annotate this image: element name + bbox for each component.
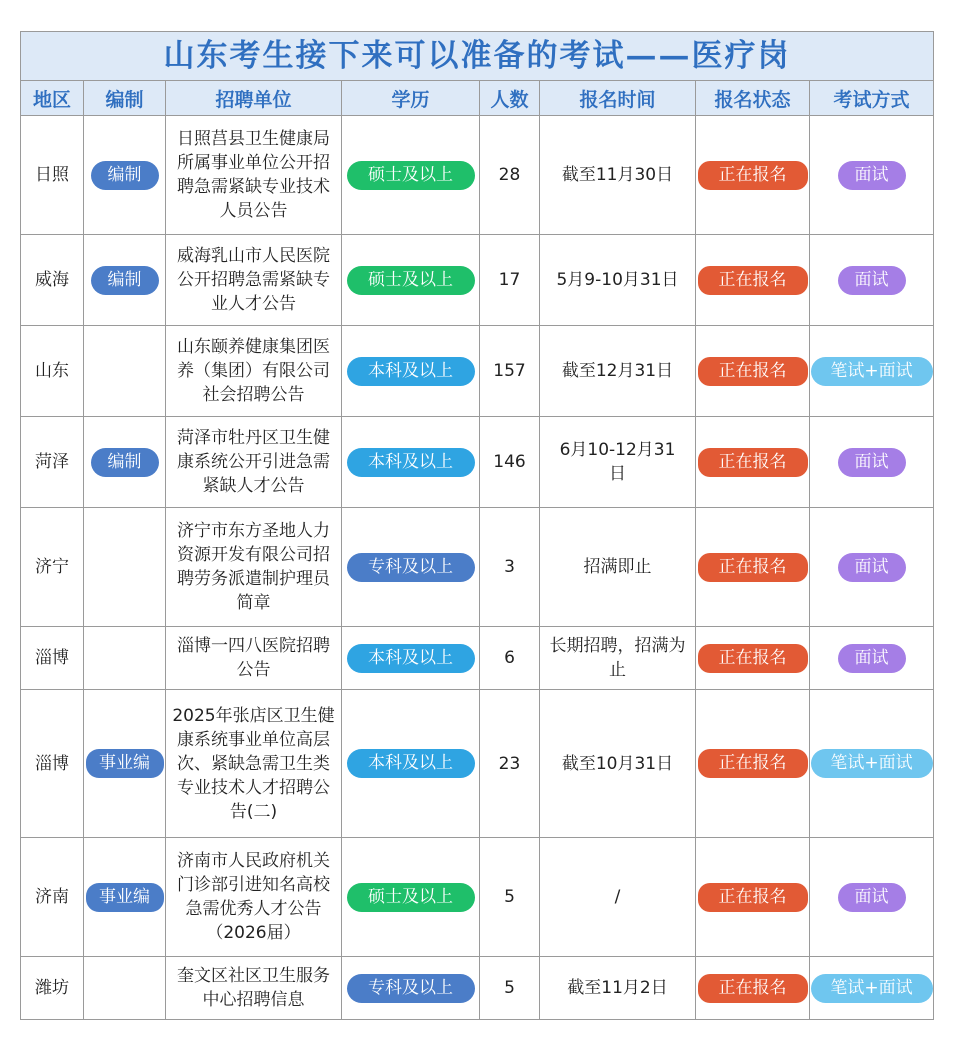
table-row — [21, 957, 934, 1020]
exam-cell — [810, 417, 934, 508]
time-cell: 5月9-10月31日 — [540, 235, 696, 326]
status-badge: 正在报名 — [698, 161, 808, 190]
status-cell — [696, 838, 810, 957]
exam-cell — [810, 838, 934, 957]
table-row — [21, 838, 934, 957]
region-cell: 潍坊 — [21, 957, 84, 1020]
table-row — [21, 417, 934, 508]
education-badge: 专科及以上 — [347, 974, 475, 1003]
bianzhi-cell — [84, 838, 166, 957]
count-cell: 146 — [480, 417, 540, 508]
bianzhi-cell — [84, 690, 166, 838]
unit-cell: 奎文区社区卫生服务中心招聘信息 — [166, 957, 342, 1020]
region-cell: 日照 — [21, 116, 84, 235]
table-row — [21, 116, 934, 235]
education-cell — [342, 957, 480, 1020]
status-cell — [696, 690, 810, 838]
count-cell: 28 — [480, 116, 540, 235]
education-badge: 硕士及以上 — [347, 883, 475, 912]
bianzhi-badge: 编制 — [91, 266, 159, 295]
header-bianzhi: 编制 — [84, 81, 166, 116]
table-row — [21, 627, 934, 690]
region-cell: 淄博 — [21, 690, 84, 838]
education-badge: 专科及以上 — [347, 553, 475, 582]
count-cell: 23 — [480, 690, 540, 838]
header-status: 报名状态 — [696, 81, 810, 116]
region-cell: 淄博 — [21, 627, 84, 690]
bianzhi-cell — [84, 957, 166, 1020]
status-cell — [696, 417, 810, 508]
status-cell — [696, 508, 810, 627]
education-cell — [342, 116, 480, 235]
exam-badge: 面试 — [838, 553, 906, 582]
time-cell: 截至11月30日 — [540, 116, 696, 235]
status-cell — [696, 235, 810, 326]
unit-cell: 山东颐养健康集团医养（集团）有限公司社会招聘公告 — [166, 326, 342, 417]
time-cell: 截至10月31日 — [540, 690, 696, 838]
header-education: 学历 — [342, 81, 480, 116]
count-cell: 6 — [480, 627, 540, 690]
count-cell: 5 — [480, 838, 540, 957]
table-row — [21, 326, 934, 417]
status-badge: 正在报名 — [698, 266, 808, 295]
count-cell: 5 — [480, 957, 540, 1020]
time-cell: 截至11月2日 — [540, 957, 696, 1020]
unit-cell: 济宁市东方圣地人力资源开发有限公司招聘劳务派遣制护理员简章 — [166, 508, 342, 627]
education-badge: 本科及以上 — [347, 448, 475, 477]
bianzhi-badge: 编制 — [91, 448, 159, 477]
exam-badge: 面试 — [838, 883, 906, 912]
header-unit: 招聘单位 — [166, 81, 342, 116]
exam-badge: 面试 — [838, 266, 906, 295]
unit-cell: 威海乳山市人民医院公开招聘急需紧缺专业人才公告 — [166, 235, 342, 326]
status-badge: 正在报名 — [698, 644, 808, 673]
exam-cell — [810, 690, 934, 838]
education-badge: 本科及以上 — [347, 644, 475, 673]
bianzhi-badge: 事业编 — [86, 883, 164, 912]
bianzhi-cell — [84, 627, 166, 690]
exam-cell — [810, 508, 934, 627]
table-row — [21, 690, 934, 838]
header-region: 地区 — [21, 81, 84, 116]
region-cell: 菏泽 — [21, 417, 84, 508]
education-cell — [342, 326, 480, 417]
education-cell — [342, 838, 480, 957]
status-cell — [696, 627, 810, 690]
exam-badge: 面试 — [838, 448, 906, 477]
table-row — [21, 235, 934, 326]
education-badge: 本科及以上 — [347, 749, 475, 778]
unit-cell: 日照莒县卫生健康局所属事业单位公开招聘急需紧缺专业技术人员公告 — [166, 116, 342, 235]
region-cell: 济宁 — [21, 508, 84, 627]
time-cell: 招满即止 — [540, 508, 696, 627]
header-time: 报名时间 — [540, 81, 696, 116]
region-cell: 山东 — [21, 326, 84, 417]
time-cell: 6月10-12月31日 — [540, 417, 696, 508]
exam-cell — [810, 235, 934, 326]
bianzhi-cell — [84, 116, 166, 235]
status-cell — [696, 957, 810, 1020]
bianzhi-cell — [84, 417, 166, 508]
count-cell: 17 — [480, 235, 540, 326]
education-badge: 本科及以上 — [347, 357, 475, 386]
status-badge: 正在报名 — [698, 553, 808, 582]
bianzhi-cell — [84, 326, 166, 417]
exam-cell — [810, 627, 934, 690]
count-cell: 157 — [480, 326, 540, 417]
education-cell — [342, 235, 480, 326]
header-exam: 考试方式 — [810, 81, 934, 116]
exam-badge: 面试 — [838, 161, 906, 190]
exam-cell — [810, 326, 934, 417]
exam-badge: 面试 — [838, 644, 906, 673]
count-cell: 3 — [480, 508, 540, 627]
time-cell: 截至12月31日 — [540, 326, 696, 417]
unit-cell: 济南市人民政府机关门诊部引进知名高校急需优秀人才公告（2026届） — [166, 838, 342, 957]
status-badge: 正在报名 — [698, 357, 808, 386]
exam-badge: 笔试+面试 — [811, 749, 933, 778]
bianzhi-badge: 事业编 — [86, 749, 164, 778]
unit-cell: 2025年张店区卫生健康系统事业单位高层次、紧缺急需卫生类专业技术人才招聘公告(二) — [166, 690, 342, 838]
unit-cell: 菏泽市牡丹区卫生健康系统公开引进急需紧缺人才公告 — [166, 417, 342, 508]
page-title: 山东考生接下来可以准备的考试——医疗岗 — [21, 32, 934, 81]
unit-cell: 淄博一四八医院招聘公告 — [166, 627, 342, 690]
status-badge: 正在报名 — [698, 749, 808, 778]
education-badge: 硕士及以上 — [347, 161, 475, 190]
education-cell — [342, 690, 480, 838]
recruitment-table-sheet — [20, 31, 933, 1020]
status-badge: 正在报名 — [698, 448, 808, 477]
region-cell: 威海 — [21, 235, 84, 326]
bianzhi-cell — [84, 235, 166, 326]
exam-cell — [810, 957, 934, 1020]
header-row — [21, 81, 934, 116]
status-cell — [696, 326, 810, 417]
education-cell — [342, 627, 480, 690]
education-cell — [342, 417, 480, 508]
exam-cell — [810, 116, 934, 235]
header-count: 人数 — [480, 81, 540, 116]
status-badge: 正在报名 — [698, 883, 808, 912]
education-badge: 硕士及以上 — [347, 266, 475, 295]
exam-badge: 笔试+面试 — [811, 974, 933, 1003]
recruitment-table — [20, 31, 934, 1020]
status-cell — [696, 116, 810, 235]
exam-badge: 笔试+面试 — [811, 357, 933, 386]
bianzhi-cell — [84, 508, 166, 627]
time-cell: / — [540, 838, 696, 957]
time-cell: 长期招聘，招满为止 — [540, 627, 696, 690]
table-row — [21, 508, 934, 627]
education-cell — [342, 508, 480, 627]
bianzhi-badge: 编制 — [91, 161, 159, 190]
region-cell: 济南 — [21, 838, 84, 957]
status-badge: 正在报名 — [698, 974, 808, 1003]
